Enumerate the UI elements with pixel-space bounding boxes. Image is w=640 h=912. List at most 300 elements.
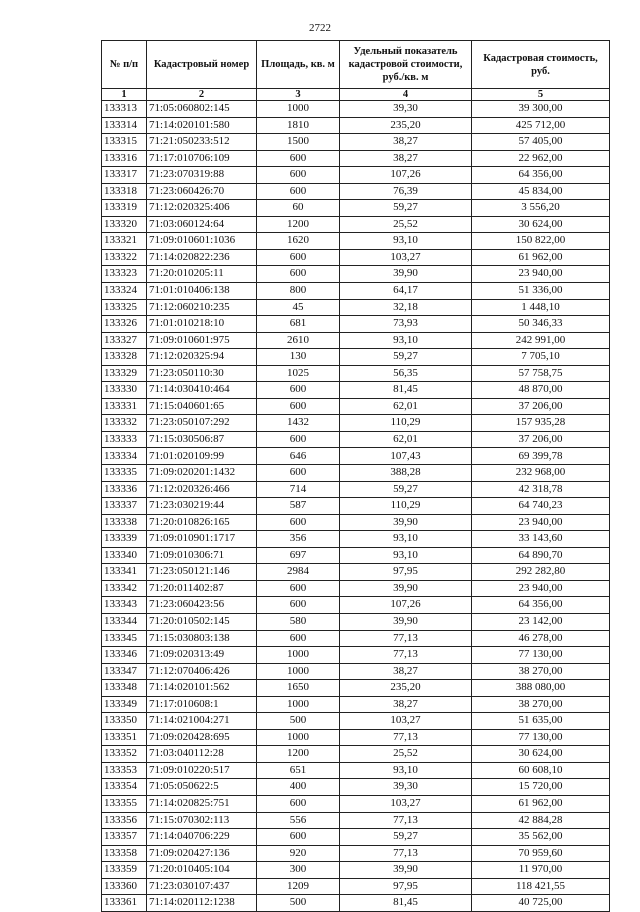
specific-value: 38,27 [340,663,472,680]
cadastral-number: 71:05:060802:145 [147,101,257,118]
cadastral-value: 292 282,80 [472,564,610,581]
row-number: 133348 [102,680,147,697]
cadastral-value: 38 270,00 [472,696,610,713]
row-number: 133352 [102,746,147,763]
column-numbers-row [102,89,610,101]
row-number: 133343 [102,597,147,614]
specific-value: 32,18 [340,299,472,316]
row-number: 133349 [102,696,147,713]
cadastral-value: 42 318,78 [472,481,610,498]
specific-value: 235,20 [340,117,472,134]
specific-value: 39,90 [340,514,472,531]
cadastral-value: 48 870,00 [472,382,610,399]
row-number: 133317 [102,167,147,184]
area: 600 [257,398,340,415]
row-number: 133361 [102,895,147,912]
cadastral-number: 71:12:060210:235 [147,299,257,316]
specific-value: 59,27 [340,200,472,217]
row-number: 133354 [102,779,147,796]
specific-value: 77,13 [340,812,472,829]
cadastral-value: 64 356,00 [472,167,610,184]
area: 587 [257,498,340,515]
area: 1000 [257,647,340,664]
cadastral-number: 71:23:050121:146 [147,564,257,581]
row-number: 133357 [102,829,147,846]
area: 1000 [257,729,340,746]
cadastral-value: 70 959,60 [472,845,610,862]
row-number: 133356 [102,812,147,829]
cadastral-number: 71:17:010608:1 [147,696,257,713]
area: 400 [257,779,340,796]
cadastral-number: 71:03:060124:64 [147,216,257,233]
area: 60 [257,200,340,217]
specific-value: 39,90 [340,862,472,879]
area: 2984 [257,564,340,581]
table-row [102,845,610,862]
cadastral-value: 30 624,00 [472,216,610,233]
row-number: 133322 [102,249,147,266]
cadastral-number: 71:23:060426:70 [147,183,257,200]
area: 1432 [257,415,340,432]
specific-value: 388,28 [340,465,472,482]
cadastral-value: 57 405,00 [472,134,610,151]
table-row [102,249,610,266]
cadastral-number: 71:09:020428:695 [147,729,257,746]
cadastral-value: 64 740,23 [472,498,610,515]
cadastral-value: 23 940,00 [472,580,610,597]
area: 500 [257,895,340,912]
cadastral-value: 118 421,55 [472,878,610,895]
cadastral-value: 61 962,00 [472,795,610,812]
table-row [102,812,610,829]
row-number: 133359 [102,862,147,879]
cadastral-number: 71:03:040112:28 [147,746,257,763]
row-number: 133346 [102,647,147,664]
area: 356 [257,531,340,548]
table-row [102,597,610,614]
cadastral-value: 46 278,00 [472,630,610,647]
cadastral-value: 40 725,00 [472,895,610,912]
cadastral-number: 71:01:010406:138 [147,283,257,300]
table-row [102,862,610,879]
cadastral-value: 45 834,00 [472,183,610,200]
row-number: 133345 [102,630,147,647]
table-row [102,531,610,548]
specific-value: 81,45 [340,895,472,912]
specific-value: 93,10 [340,332,472,349]
cadastral-number: 71:12:070406:426 [147,663,257,680]
cadastral-number: 71:20:010826:165 [147,514,257,531]
cadastral-number: 71:01:010218:10 [147,316,257,333]
table-row [102,365,610,382]
cadastral-number: 71:12:020325:94 [147,349,257,366]
table-row [102,465,610,482]
cadastral-value: 33 143,60 [472,531,610,548]
area: 300 [257,862,340,879]
cadastral-number: 71:23:030219:44 [147,498,257,515]
area: 130 [257,349,340,366]
specific-value: 38,27 [340,134,472,151]
specific-value: 107,26 [340,167,472,184]
table-row [102,795,610,812]
header-number: № п/п [102,41,147,89]
specific-value: 93,10 [340,547,472,564]
cadastral-number: 71:23:070319:88 [147,167,257,184]
area: 2610 [257,332,340,349]
row-number: 133332 [102,415,147,432]
specific-value: 107,43 [340,448,472,465]
cadastral-number: 71:14:040706:229 [147,829,257,846]
header-specific-value: Удельный показатель кадастровой стоимости, руб./кв. м [340,41,472,89]
row-number: 133318 [102,183,147,200]
table-row [102,382,610,399]
cadastral-value: 50 346,33 [472,316,610,333]
cadastral-value: 77 130,00 [472,729,610,746]
row-number: 133325 [102,299,147,316]
area: 1209 [257,878,340,895]
table-row [102,216,610,233]
row-number: 133323 [102,266,147,283]
header-area: Площадь, кв. м [257,41,340,89]
specific-value: 77,13 [340,729,472,746]
specific-value: 64,17 [340,283,472,300]
cadastral-number: 71:14:020822:236 [147,249,257,266]
area: 651 [257,762,340,779]
cadastral-number: 71:17:010706:109 [147,150,257,167]
row-number: 133360 [102,878,147,895]
table-row [102,564,610,581]
row-number: 133338 [102,514,147,531]
area: 600 [257,249,340,266]
table-row [102,316,610,333]
table-row [102,117,610,134]
area: 1000 [257,696,340,713]
cadastral-value: 57 758,75 [472,365,610,382]
cadastral-number: 71:23:060423:56 [147,597,257,614]
row-number: 133351 [102,729,147,746]
cadastral-number: 71:14:020112:1238 [147,895,257,912]
row-number: 133330 [102,382,147,399]
table-row [102,630,610,647]
area: 800 [257,283,340,300]
cadastral-value: 23 940,00 [472,514,610,531]
specific-value: 97,95 [340,564,472,581]
specific-value: 62,01 [340,431,472,448]
table-row [102,680,610,697]
row-number: 133331 [102,398,147,415]
area: 1025 [257,365,340,382]
specific-value: 56,35 [340,365,472,382]
cadastral-number: 71:20:011402:87 [147,580,257,597]
row-number: 133333 [102,431,147,448]
area: 600 [257,829,340,846]
row-number: 133355 [102,795,147,812]
table-row [102,233,610,250]
row-number: 133340 [102,547,147,564]
row-number: 133329 [102,365,147,382]
cadastral-value: 69 399,78 [472,448,610,465]
specific-value: 39,90 [340,266,472,283]
table-row [102,663,610,680]
cadastral-number: 71:15:040601:65 [147,398,257,415]
cadastral-number: 71:09:010306:71 [147,547,257,564]
cadastral-number: 71:09:020313:49 [147,647,257,664]
row-number: 133334 [102,448,147,465]
table-row [102,895,610,912]
table-row [102,762,610,779]
table-row [102,448,610,465]
cadastral-number: 71:14:020825:751 [147,795,257,812]
specific-value: 110,29 [340,498,472,515]
area: 600 [257,150,340,167]
area: 600 [257,431,340,448]
specific-value: 93,10 [340,531,472,548]
area: 45 [257,299,340,316]
table-row [102,580,610,597]
area: 1500 [257,134,340,151]
header-cadastral-value: Кадастровая стоимость, руб. [472,41,610,89]
row-number: 133337 [102,498,147,515]
area: 600 [257,630,340,647]
cadastral-value: 35 562,00 [472,829,610,846]
cadastral-number: 71:20:010405:104 [147,862,257,879]
specific-value: 38,27 [340,150,472,167]
specific-value: 235,20 [340,680,472,697]
cadastral-number: 71:01:020109:99 [147,448,257,465]
specific-value: 77,13 [340,630,472,647]
table-header-row [102,41,610,89]
row-number: 133335 [102,465,147,482]
cadastral-value: 150 822,00 [472,233,610,250]
area: 600 [257,266,340,283]
table-row [102,349,610,366]
specific-value: 39,90 [340,613,472,630]
cadastral-value: 23 142,00 [472,613,610,630]
cadastral-value: 38 270,00 [472,663,610,680]
row-number: 133320 [102,216,147,233]
cadastral-number: 71:23:050107:292 [147,415,257,432]
specific-value: 25,52 [340,216,472,233]
cadastral-number: 71:15:030803:138 [147,630,257,647]
row-number: 133336 [102,481,147,498]
table-row [102,398,610,415]
table-row [102,514,610,531]
area: 920 [257,845,340,862]
cadastral-value: 61 962,00 [472,249,610,266]
cadastral-value: 23 940,00 [472,266,610,283]
table-row [102,878,610,895]
cadastral-value: 37 206,00 [472,431,610,448]
row-number: 133327 [102,332,147,349]
specific-value: 77,13 [340,845,472,862]
row-number: 133347 [102,663,147,680]
area: 556 [257,812,340,829]
cadastral-number: 71:09:020201:1432 [147,465,257,482]
table-row [102,183,610,200]
column-number: 1 [102,89,147,101]
area: 600 [257,580,340,597]
specific-value: 103,27 [340,795,472,812]
area: 1000 [257,101,340,118]
specific-value: 73,93 [340,316,472,333]
specific-value: 103,27 [340,713,472,730]
page-number: 2722 [309,22,331,34]
cadastral-value: 30 624,00 [472,746,610,763]
specific-value: 81,45 [340,382,472,399]
cadastral-value: 3 556,20 [472,200,610,217]
table-row [102,696,610,713]
table-body [102,101,610,912]
table-row [102,431,610,448]
cadastral-number: 71:09:010601:975 [147,332,257,349]
row-number: 133315 [102,134,147,151]
table-row [102,746,610,763]
specific-value: 62,01 [340,398,472,415]
cadastral-number: 71:15:030506:87 [147,431,257,448]
specific-value: 39,90 [340,580,472,597]
area: 600 [257,795,340,812]
area: 697 [257,547,340,564]
specific-value: 38,27 [340,696,472,713]
table-row [102,101,610,118]
cadastral-value: 51 635,00 [472,713,610,730]
area: 1200 [257,746,340,763]
cadastral-value: 42 884,28 [472,812,610,829]
cadastral-number: 71:14:020101:562 [147,680,257,697]
table-row [102,299,610,316]
area: 646 [257,448,340,465]
area: 600 [257,167,340,184]
area: 1620 [257,233,340,250]
table-row [102,779,610,796]
cadastral-number: 71:14:020101:580 [147,117,257,134]
table-row [102,481,610,498]
header-cadastral-number: Кадастровый номер [147,41,257,89]
specific-value: 59,27 [340,349,472,366]
cadastral-number: 71:09:010601:1036 [147,233,257,250]
cadastral-value: 157 935,28 [472,415,610,432]
cadastral-value: 64 890,70 [472,547,610,564]
specific-value: 97,95 [340,878,472,895]
row-number: 133353 [102,762,147,779]
row-number: 133342 [102,580,147,597]
cadastral-value: 7 705,10 [472,349,610,366]
area: 1650 [257,680,340,697]
cadastral-number: 71:20:010502:145 [147,613,257,630]
row-number: 133350 [102,713,147,730]
cadastral-number: 71:21:050233:512 [147,134,257,151]
row-number: 133328 [102,349,147,366]
row-number: 133316 [102,150,147,167]
cadastral-table [101,40,610,912]
table-row [102,415,610,432]
row-number: 133339 [102,531,147,548]
area: 600 [257,382,340,399]
cadastral-value: 22 962,00 [472,150,610,167]
cadastral-number: 71:14:021004:271 [147,713,257,730]
table-row [102,200,610,217]
cadastral-number: 71:15:070302:113 [147,812,257,829]
area: 600 [257,597,340,614]
table-row [102,150,610,167]
cadastral-number: 71:20:010205:11 [147,266,257,283]
row-number: 133344 [102,613,147,630]
cadastral-number: 71:09:010220:517 [147,762,257,779]
table-row [102,498,610,515]
specific-value: 59,27 [340,829,472,846]
area: 600 [257,514,340,531]
cadastral-value: 51 336,00 [472,283,610,300]
table-row [102,647,610,664]
specific-value: 93,10 [340,233,472,250]
cadastral-number: 71:12:020325:406 [147,200,257,217]
area: 1810 [257,117,340,134]
cadastral-value: 15 720,00 [472,779,610,796]
area: 681 [257,316,340,333]
specific-value: 39,30 [340,101,472,118]
cadastral-value: 60 608,10 [472,762,610,779]
cadastral-value: 232 968,00 [472,465,610,482]
row-number: 133314 [102,117,147,134]
table-row [102,283,610,300]
cadastral-number: 71:23:030107:437 [147,878,257,895]
cadastral-number: 71:23:050110:30 [147,365,257,382]
cadastral-number: 71:05:050622:5 [147,779,257,796]
column-number: 5 [472,89,610,101]
specific-value: 59,27 [340,481,472,498]
area: 714 [257,481,340,498]
table-row [102,829,610,846]
table-row [102,713,610,730]
specific-value: 39,30 [340,779,472,796]
cadastral-value: 425 712,00 [472,117,610,134]
table-row [102,332,610,349]
column-number: 3 [257,89,340,101]
table-row [102,729,610,746]
cadastral-value: 11 970,00 [472,862,610,879]
table-row [102,167,610,184]
area: 500 [257,713,340,730]
cadastral-number: 71:09:010901:1717 [147,531,257,548]
cadastral-value: 388 080,00 [472,680,610,697]
specific-value: 76,39 [340,183,472,200]
row-number: 133321 [102,233,147,250]
area: 580 [257,613,340,630]
cadastral-value: 64 356,00 [472,597,610,614]
cadastral-number: 71:14:030410:464 [147,382,257,399]
column-number: 4 [340,89,472,101]
specific-value: 107,26 [340,597,472,614]
cadastral-value: 77 130,00 [472,647,610,664]
cadastral-value: 39 300,00 [472,101,610,118]
row-number: 133313 [102,101,147,118]
table-row [102,266,610,283]
table-row [102,613,610,630]
column-number: 2 [147,89,257,101]
row-number: 133324 [102,283,147,300]
area: 1200 [257,216,340,233]
area: 600 [257,183,340,200]
area: 600 [257,465,340,482]
cadastral-value: 1 448,10 [472,299,610,316]
table-row [102,547,610,564]
row-number: 133358 [102,845,147,862]
specific-value: 110,29 [340,415,472,432]
cadastral-value: 242 991,00 [472,332,610,349]
row-number: 133319 [102,200,147,217]
table-row [102,134,610,151]
specific-value: 93,10 [340,762,472,779]
